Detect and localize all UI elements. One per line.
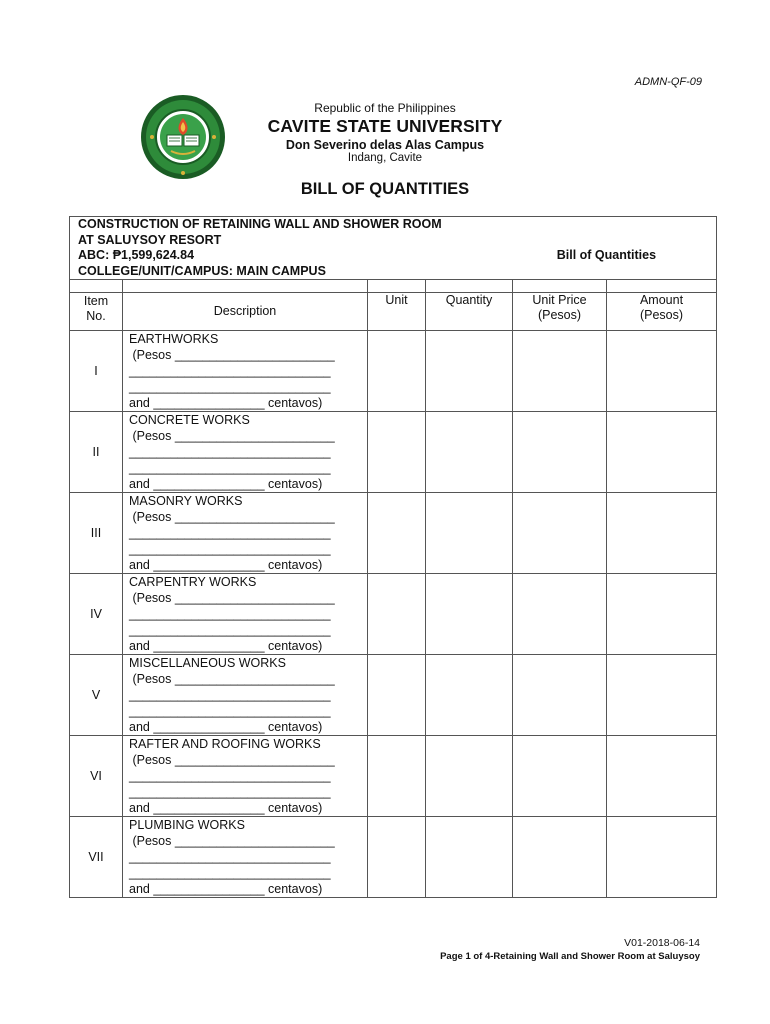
table-row: [70, 736, 717, 817]
unit-cell[interactable]: [368, 574, 426, 655]
bill-of-quantities-table: [69, 216, 717, 898]
col-header-amount: Amount (Pesos): [607, 293, 717, 331]
letterhead: [190, 101, 580, 164]
university-name: CAVITE STATE UNIVERSITY: [267, 116, 503, 136]
amount-cell[interactable]: [607, 736, 717, 817]
country-name: Republic of the Philippines: [314, 101, 456, 115]
unit-cell[interactable]: [368, 331, 426, 412]
table-row: [70, 331, 717, 412]
quantity-cell[interactable]: [426, 412, 513, 493]
quantity-cell[interactable]: [426, 331, 513, 412]
spacer-row: [70, 280, 717, 293]
table-row: [70, 574, 717, 655]
item-description: RAFTER AND ROOFING WORKS (Pesos _______________________ _____________________________ _____________________________ and ________________ centavos): [123, 736, 368, 817]
amount-cell[interactable]: [607, 817, 717, 898]
col-header-unit-price: Unit Price (Pesos): [513, 293, 607, 331]
quantity-cell[interactable]: [426, 655, 513, 736]
unit-cell[interactable]: [368, 817, 426, 898]
item-number: II: [70, 412, 123, 493]
item-description: PLUMBING WORKS (Pesos _______________________ _____________________________ _____________________________ and ________________ centavos): [123, 817, 368, 898]
item-number: III: [70, 493, 123, 574]
item-description: EARTHWORKS (Pesos _______________________ _____________________________ _____________________________ and ________________ centavos): [123, 331, 368, 412]
project-college: COLLEGE/UNIT/CAMPUS: MAIN CAMPUS: [78, 263, 326, 278]
project-abc: ABC: ₱1,599,624.84: [78, 248, 195, 262]
form-code: ADMN-QF-09: [634, 76, 702, 88]
unit-price-cell[interactable]: [513, 331, 607, 412]
item-description: CARPENTRY WORKS (Pesos _______________________ _____________________________ _____________________________ and ________________ centavos): [123, 574, 368, 655]
unit-price-cell[interactable]: [513, 736, 607, 817]
table-row: [70, 817, 717, 898]
unit-price-cell[interactable]: [513, 817, 607, 898]
amount-cell[interactable]: [607, 412, 717, 493]
unit-cell[interactable]: [368, 736, 426, 817]
col-header-unit: Unit: [368, 293, 426, 331]
campus-name: Don Severino delas Alas Campus: [285, 138, 485, 152]
item-description: MISCELLANEOUS WORKS (Pesos _______________________ _____________________________ _____________________________ and ________________ centavos): [123, 655, 368, 736]
col-header-item-no: Item No.: [70, 293, 123, 331]
unit-cell[interactable]: [368, 655, 426, 736]
quantity-cell[interactable]: [426, 493, 513, 574]
col-header-quantity: Quantity: [426, 293, 513, 331]
unit-cell[interactable]: [368, 493, 426, 574]
quantity-cell[interactable]: [426, 736, 513, 817]
version-code: V01-2018-06-14: [624, 937, 700, 949]
town-name: Indang, Cavite: [347, 152, 423, 164]
unit-cell[interactable]: [368, 412, 426, 493]
project-title-line1: CONSTRUCTION OF RETAINING WALL AND SHOWER ROOM: [78, 217, 442, 231]
item-number: V: [70, 655, 123, 736]
item-number: VI: [70, 736, 123, 817]
unit-price-cell[interactable]: [513, 493, 607, 574]
amount-cell[interactable]: [607, 574, 717, 655]
unit-price-cell[interactable]: [513, 655, 607, 736]
unit-price-cell[interactable]: [513, 574, 607, 655]
amount-cell[interactable]: [607, 331, 717, 412]
page-footer: Page 1 of 4-Retaining Wall and Shower Room at Saluysoy: [440, 951, 700, 962]
bill-of-quantities-label: Bill of Quantities: [556, 248, 657, 262]
item-number: VII: [70, 817, 123, 898]
project-info-row: [70, 217, 717, 280]
table-row: [70, 412, 717, 493]
column-header-row: [70, 293, 717, 331]
document-title: BILL OF QUANTITIES: [300, 180, 470, 198]
table-row: [70, 655, 717, 736]
item-description: MASONRY WORKS (Pesos _______________________ _____________________________ _____________________________ and ________________ centavos): [123, 493, 368, 574]
project-title-line2: AT SALUYSOY RESORT: [78, 232, 222, 247]
quantity-cell[interactable]: [426, 817, 513, 898]
col-header-description: Description: [123, 293, 368, 331]
unit-price-cell[interactable]: [513, 412, 607, 493]
item-number: IV: [70, 574, 123, 655]
table-row: [70, 493, 717, 574]
amount-cell[interactable]: [607, 655, 717, 736]
item-number: I: [70, 331, 123, 412]
amount-cell[interactable]: [607, 493, 717, 574]
item-description: CONCRETE WORKS (Pesos _______________________ _____________________________ _____________________________ and ________________ centavos): [123, 412, 368, 493]
project-info: [70, 217, 717, 280]
quantity-cell[interactable]: [426, 574, 513, 655]
